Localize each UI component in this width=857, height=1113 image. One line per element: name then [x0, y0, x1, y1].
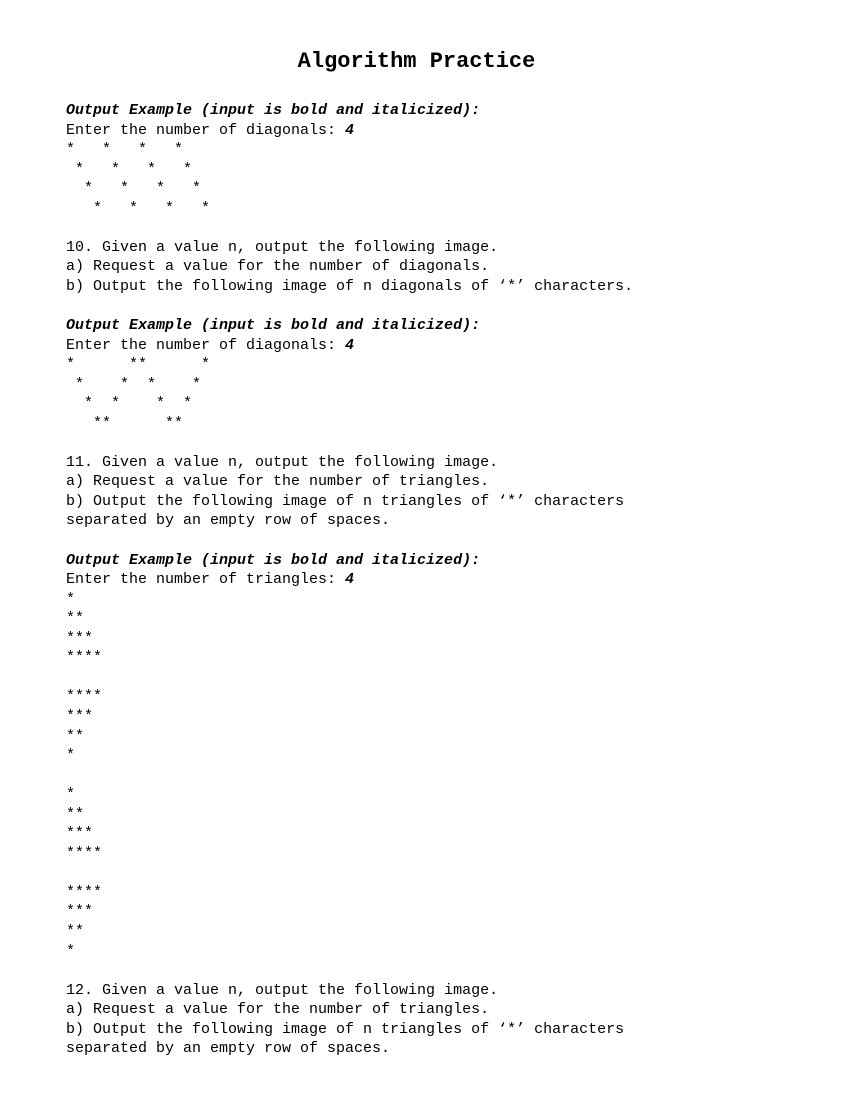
output-line: * * * *	[66, 141, 184, 159]
prompt-text: Enter the number of diagonals:	[66, 121, 346, 139]
output-line: * * * *	[66, 180, 202, 198]
spacer	[66, 961, 806, 981]
triangle-row: ***	[66, 707, 94, 725]
output-example-heading: Output Example (input is bold and italicized):	[66, 551, 481, 569]
triangle-row: ***	[66, 903, 94, 921]
output-line: * * * *	[66, 160, 193, 178]
triangle-row: ****	[66, 688, 103, 706]
input-value: 4	[345, 336, 355, 354]
output-example-heading: Output Example (input is bold and italicized):	[66, 317, 481, 335]
problem-11-part-a: a) Request a value for the number of triangles.	[66, 473, 490, 491]
spacer	[66, 766, 806, 786]
triangle-row: ***	[66, 629, 94, 647]
triangle-row: **	[66, 922, 85, 940]
triangle-row: **	[66, 805, 85, 823]
example-prompt-line	[66, 570, 806, 590]
triangle-row: **	[66, 727, 85, 745]
triangle-row: *	[66, 747, 76, 765]
output-line: ** **	[66, 414, 184, 432]
prompt-text: Enter the number of triangles:	[66, 571, 346, 589]
spacer	[66, 296, 806, 316]
triangle-row: *	[66, 590, 76, 608]
prompt-text: Enter the number of diagonals:	[66, 336, 346, 354]
problem-10-part-a: a) Request a value for the number of diagonals.	[66, 258, 490, 276]
input-value: 4	[345, 571, 355, 589]
example-prompt-line	[66, 121, 806, 141]
triangle-row: ****	[66, 883, 103, 901]
spacer	[66, 668, 806, 688]
triangle-row: *	[66, 786, 76, 804]
example-prompt-line	[66, 336, 806, 356]
output-line: * * * *	[66, 395, 193, 413]
input-value: 4	[345, 121, 355, 139]
spacer	[66, 218, 806, 238]
triangle-row: ****	[66, 844, 103, 862]
output-example-heading: Output Example (input is bold and italicized):	[66, 102, 481, 119]
problem-12-statement: 12. Given a value n, output the following image.	[66, 981, 499, 999]
document-body	[66, 101, 806, 1059]
output-line: * * * *	[66, 375, 202, 393]
problem-11-statement: 11. Given a value n, output the following image.	[66, 453, 499, 471]
spacer	[66, 433, 806, 453]
problem-11-part-b: b) Output the following image of n triangles of ‘*’ characters	[66, 492, 625, 510]
problem-12-part-b-cont: separated by an empty row of spaces.	[66, 1040, 391, 1058]
triangle-row: ****	[66, 649, 103, 667]
problem-11-part-b-cont: separated by an empty row of spaces.	[66, 512, 391, 530]
problem-12-part-b: b) Output the following image of n triangles of ‘*’ characters	[66, 1020, 625, 1038]
problem-10-statement: 10. Given a value n, output the following image.	[66, 238, 499, 256]
problem-10-part-b: b) Output the following image of n diagonals of ‘*’ characters.	[66, 277, 634, 295]
spacer	[66, 863, 806, 883]
problem-12-part-a: a) Request a value for the number of triangles.	[66, 1001, 490, 1019]
triangle-row: *	[66, 942, 76, 960]
triangle-row: ***	[66, 825, 94, 843]
triangle-row: **	[66, 610, 85, 628]
output-line: * * * *	[66, 199, 211, 217]
page-title: Algorithm Practice	[297, 49, 536, 74]
spacer	[66, 531, 806, 551]
output-line: * ** *	[66, 356, 211, 374]
